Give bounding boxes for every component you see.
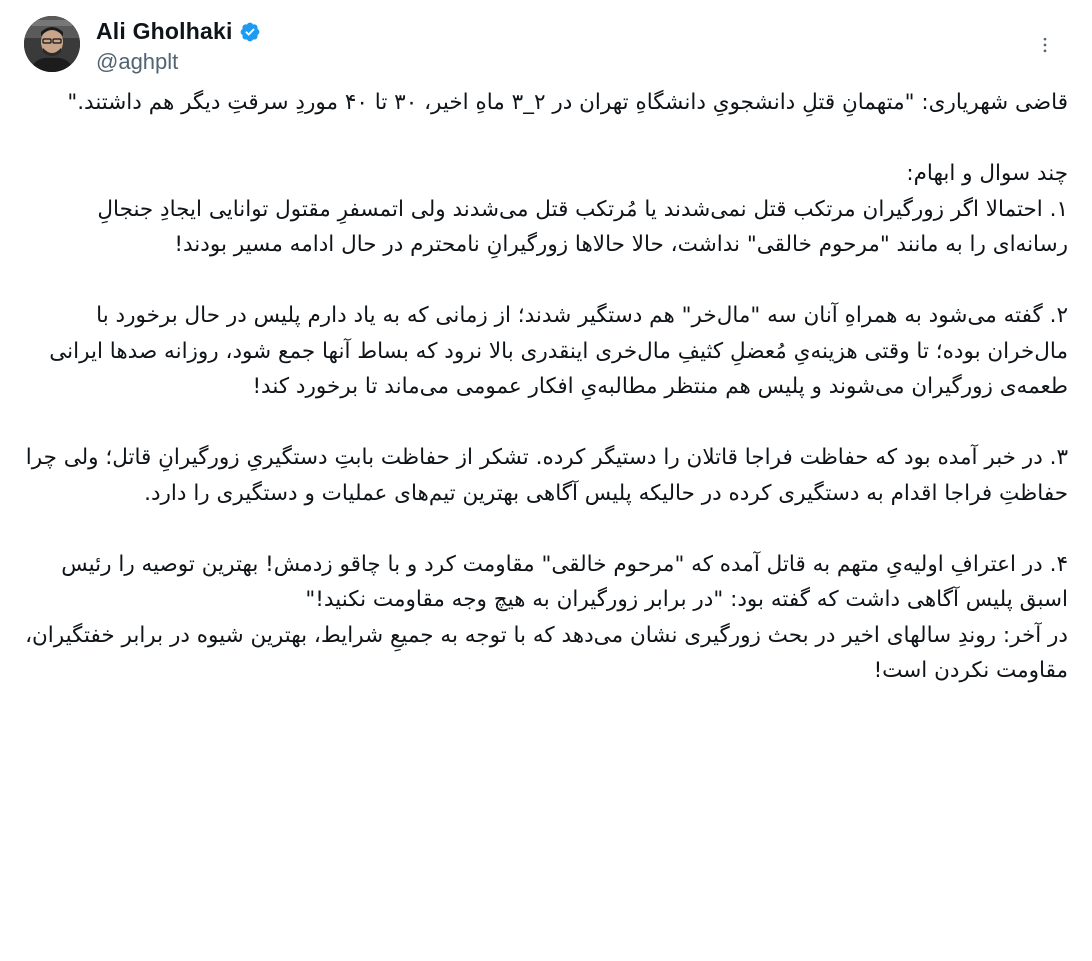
paragraph-gap <box>22 511 1068 547</box>
paragraph-gap <box>22 405 1068 441</box>
tweet-header <box>24 16 1068 80</box>
tweet-paragraph-point-3: ۳. در خبر آمده بود که حفاظت فراجا قاتلان را دستیگر کرده. تشکر از حفاظت بابتِ دستگیریِ زورگیرانِ قاتل؛ ولی چرا حفاظتِ فراجا اقدام به دستگیری کرده در حالیکه پلیس آگاهی بهترین تیم‌های عملیات و دستگیری را دارد. <box>25 445 1068 506</box>
tweet-paragraph-point-4: ۴. در اعترافِ اولیه‌یِ متهم به قاتل آمده که "مرحوم خالقی" مقاومت کرد و با چاقو زدمش! بهترین توصیه را رئیس اسبق پلیس آگاهی داشت که گفته بود: "در برابر زورگیران به هیچ وجه مقاومت نکنید!" <box>61 551 1068 612</box>
paragraph-gap <box>22 121 1068 157</box>
tweet-text <box>22 85 1068 689</box>
tweet-paragraph-conclusion: در آخر: روندِ سالهای اخیر در بحث زورگیری نشان می‌دهد که با توجه به جمیعِ شرایط، بهترین شیوه در برابر خفتگیران، مقاومت نکردن است! <box>25 622 1068 683</box>
more-options-icon <box>1035 35 1055 55</box>
tweet-paragraph-quote: قاضی شهریاری: "متهمانِ قتلِ دانشجویِ دانشگاهِ تهران در ۲_۳ ماهِ اخیر، ۳۰ تا ۴۰ موردِ سرقتِ دیگر هم داشتند." <box>67 90 1068 115</box>
tweet-paragraph-point-1: ۱. احتمالا اگر زورگیران مرتکب قتل نمی‌شدند یا مُرتکب قتل می‌شدند ولی اتمسفرِ مقتول توانایی ایجادِ جنجالِ رسانه‌ای را به مانند "مرحوم خالقی" نداشت، حالا حالاها زورگیرانِ نامحترم در حال ادامه مسیر بودند! <box>97 196 1068 257</box>
author-info <box>96 18 261 75</box>
more-options-button[interactable] <box>1030 30 1060 60</box>
name-row <box>96 18 261 45</box>
avatar[interactable] <box>24 16 80 72</box>
tweet-paragraph-point-2: ۲. گفته می‌شود به همراهِ آنان سه "مال‌خر" هم دستگیر شدند؛ از زمانی که به یاد دارم پلیس در حال برخورد با مال‌خران بوده؛ تا وقتی هزینه‌یِ مُعضلِ کثیفِ مال‌خری اینقدری بالا نرود که بساط آنها جمع شود، روزانه صدها ایرانی طعمه‌ی زورگیران می‌شوند و پلیس هم منتظر مطالبه‌یِ افکار عمومی می‌ماند تا برخورد کند! <box>49 303 1068 399</box>
avatar-image <box>24 16 80 72</box>
verified-badge-icon <box>239 21 261 43</box>
author-display-name[interactable]: Ali Gholhaki <box>96 18 233 44</box>
tweet-paragraph-questions-heading: چند سوال و ابهام: <box>906 161 1068 186</box>
author-handle[interactable]: @aghplt <box>96 49 179 74</box>
paragraph-gap <box>22 263 1068 299</box>
